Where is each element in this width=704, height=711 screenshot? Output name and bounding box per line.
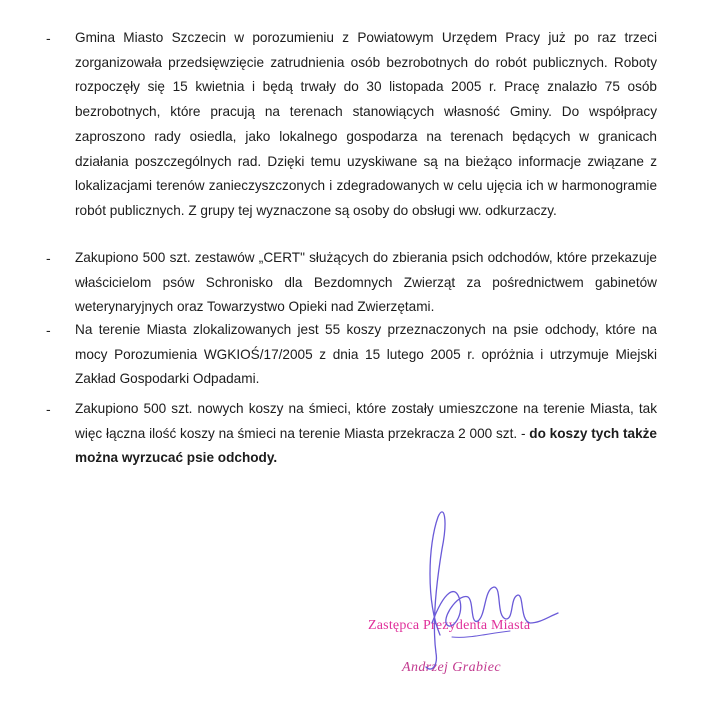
- list-bullet: -: [46, 322, 51, 338]
- handwritten-signature: [360, 505, 600, 695]
- signatory-name: Andrzej Grabiec: [402, 660, 501, 675]
- list-bullet: -: [46, 250, 51, 266]
- paragraph-public-works: Gmina Miasto Szczecin w porozumieniu z Powiatowym Urzędem Pracy już po raz trzeci zorganizowała przedsięwzięcie zatrudnienia osób bezrobotnych do robót publicznych. Roboty rozpoczęły się 15 kwietnia i będą trwały do 30 listopada 2005 r. Pracę znalazło 75 osób bezrobotnych, które pracują na terenach stanowiących własność Gminy. Do współpracy zaproszono rady osiedla, jako lokalnego gospodarza na terenach będących w granicach działania poszczególnych rad. Dzięki temu uzyskiwane są na bieżąco informacje związane z lokalizacjami terenów zanieczyszczonych i zdegradowanych w celu ujęcia ich w harmonogramie robót publicznych. Z grupy tej wyznaczone są osoby do obsługi ww. odkurzaczy.: [75, 30, 657, 218]
- signatory-title: Zastępca Prezydenta Miasta: [368, 618, 531, 633]
- paragraph-text: Zakupiono 500 szt. nowych koszy na śmieci, które zostały umieszczone na terenie Miasta, tak więc łączna ilość koszy na śmieci na terenie Miasta przekracza 2 000 szt. -: [75, 401, 657, 441]
- list-bullet: -: [46, 401, 51, 417]
- list-bullet: -: [46, 30, 51, 46]
- paragraph-trash-bins: [75, 397, 657, 471]
- signature-block: [360, 505, 600, 695]
- bold-emphasis: do koszy tych także można wyrzucać psie odchody: [75, 425, 657, 466]
- paragraph-dog-waste-bins: Na terenie Miasta zlokalizowanych jest 55 koszy przeznaczonych na psie odchody, które na mocy Porozumienia WGKIOŚ/17/2005 z dnia 15 lutego 2005 r. opróżnia i utrzymuje Miejski Zakład Gospodarki Odpadami.: [75, 322, 657, 387]
- paragraph-tail: .: [273, 450, 278, 466]
- paragraph-cert-kits: Zakupiono 500 szt. zestawów „CERT" służących do zbierania psich odchodów, które przekazuje właścicielom psów Schronisko dla Bezdomnych Zwierząt za pośrednictwem gabinetów weterynaryjnych oraz Towarzystwo Opieki nad Zwierzętami.: [75, 250, 657, 315]
